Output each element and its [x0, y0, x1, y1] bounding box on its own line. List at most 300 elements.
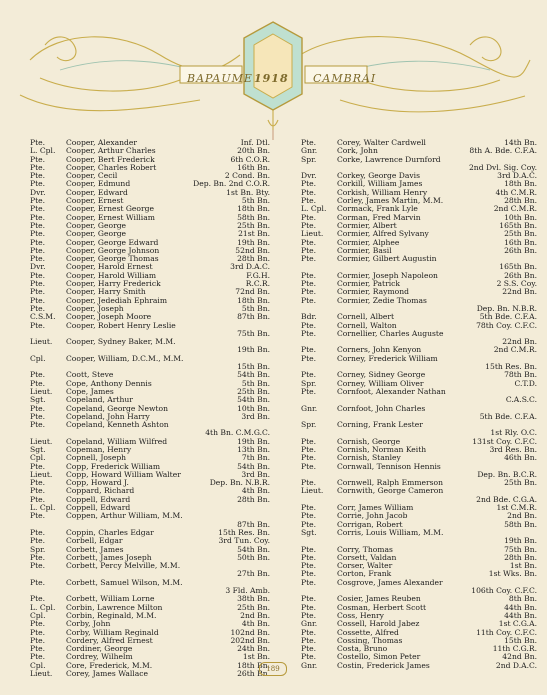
entry-rank: Spr. — [301, 378, 317, 388]
entry-name: Cornwith, George Cameron — [337, 486, 444, 496]
list-item — [30, 338, 270, 346]
entry-name: Copeland, Arthur — [66, 395, 133, 405]
entry-unit: 54th Bn. — [237, 395, 270, 405]
entry-rank: Pte. — [301, 602, 317, 612]
entry-unit: 14th Bn. — [504, 138, 537, 147]
entry-unit: 72nd Bn. — [235, 287, 270, 297]
entry-unit: 4th Bn. C.M.G.C. — [205, 428, 270, 438]
entry-rank: Pte. — [301, 569, 317, 579]
entry-unit: 3rd Res. Bn. — [489, 444, 537, 454]
entry-unit: 2nd D.A.C. — [495, 660, 537, 670]
entry-unit: F.G.H. — [246, 270, 270, 280]
entry-unit: 87th Bn. — [237, 312, 270, 322]
entry-name: Cooper, Harold Ernest — [66, 262, 153, 272]
entry-name: Corkey, George Davis — [337, 171, 420, 181]
entry-unit: 25th Bn. — [237, 220, 270, 230]
entry-name: Cornish, Norman Keith — [337, 444, 427, 454]
entry-rank: Pte. — [30, 486, 46, 496]
entry-name: Cornwell, Ralph Emmerson — [337, 478, 444, 488]
entry-name: Cornellier, Charles Auguste — [337, 328, 444, 338]
list-item — [30, 512, 270, 520]
entry-rank: Spr. — [301, 154, 317, 164]
entry-unit: 18th Bn. — [504, 179, 537, 189]
entry-name: Corry, Thomas — [337, 544, 393, 554]
entry-unit: 54th Bn. — [237, 461, 270, 471]
entry-name: Cornell, Walton — [337, 320, 397, 330]
entry-unit: 1st Wks. Bn. — [488, 569, 537, 579]
banner-year: 1918 — [254, 72, 289, 85]
left-column — [30, 139, 270, 678]
entry-rank: Pte. — [30, 420, 46, 430]
entry-unit: 28th Bn. — [237, 254, 270, 264]
entry-rank: Sgt. — [30, 444, 46, 454]
entry-unit: 3rd Bn. — [241, 469, 270, 479]
entry-unit: R.C.R. — [245, 279, 270, 289]
entry-name: Cosgrove, James Alexander — [337, 577, 443, 587]
entry-unit: 22nd Bn. — [502, 337, 537, 347]
entry-unit: 2nd C.M.R. — [493, 345, 537, 355]
entry-unit: 1st C.M.R. — [496, 503, 537, 513]
entry-unit: 6th C.O.R. — [230, 154, 270, 164]
entry-rank: Pte. — [301, 320, 317, 330]
entry-name: Corrigan, Robert — [337, 519, 403, 529]
entry-rank: Pte. — [30, 577, 46, 587]
entry-rank: Pte. — [301, 212, 317, 222]
entry-name: Corman, Fred Marvin — [337, 212, 421, 222]
entry-unit: 38th Bn. — [237, 594, 270, 604]
entry-rank: Dvr. — [30, 187, 46, 197]
right-column — [301, 139, 537, 670]
entry-rank: Lieut. — [301, 486, 324, 496]
entry-rank: Pte. — [30, 511, 46, 521]
entry-unit: 26th Bn. — [504, 270, 537, 280]
entry-rank: Lieut. — [30, 469, 53, 479]
entry-name: Copeland, George Newton — [66, 403, 168, 413]
entry-unit: 11th Coy. C.F.C. — [476, 627, 537, 637]
entry-name: Corton, Frank — [337, 569, 392, 579]
entry-rank: Spr. — [301, 420, 317, 430]
entry-unit: 16th Bn. — [504, 237, 537, 247]
entry-name: Cooper, George — [66, 220, 127, 230]
entry-rank: Pte. — [30, 370, 46, 380]
entry-rank: L. Cpl. — [301, 204, 327, 214]
entry-rank: Pte. — [30, 303, 46, 313]
entry-name: Corey, Walter Cardwell — [337, 138, 426, 147]
list-item — [30, 670, 270, 678]
entry-rank: Pte. — [30, 652, 46, 662]
entry-rank: Pte. — [30, 237, 46, 247]
entry-unit: 165th Bn. — [499, 262, 537, 272]
entry-rank: Pte. — [30, 279, 46, 289]
entry-unit: 19th Bn. — [237, 436, 270, 446]
entry-name: Corney, Sidney George — [337, 370, 426, 380]
entry-name: Corey, James Wallace — [66, 669, 148, 678]
entry-unit: 2nd Bn. — [240, 610, 270, 620]
entry-unit: Dep. Bn. N.B.R. — [476, 303, 537, 313]
entry-unit: 28th Bn. — [504, 552, 537, 562]
entry-rank: Pte. — [30, 478, 46, 488]
entry-unit: 1st Rly. O.C. — [490, 428, 537, 438]
entry-unit: 78th Coy. C.F.C. — [476, 320, 537, 330]
entry-name: Cooper, George Edward — [66, 237, 159, 247]
entry-name: Cope, James — [66, 386, 114, 396]
entry-unit: 2nd Dvl. Sig. Coy. — [468, 162, 537, 172]
entry-unit: 2nd C.M.R. — [493, 204, 537, 214]
entry-unit: 28th Bn. — [504, 196, 537, 206]
entry-name: Cossing, Thomas — [337, 635, 403, 645]
entry-rank: Pte. — [301, 519, 317, 529]
entry-name: Corkill, William James — [337, 179, 423, 189]
page-mark: 189 — [259, 662, 287, 676]
entry-rank: Pte. — [301, 237, 317, 247]
entry-name: Cooper, William, D.C.M., M.M. — [66, 353, 184, 363]
entry-name: Cornish, George — [337, 436, 401, 446]
entry-unit: 15th Res. Bn. — [485, 362, 537, 372]
entry-name: Corbett, James — [66, 544, 124, 554]
entry-name: Corbett, James Joseph — [66, 552, 152, 562]
entry-name: Cormier, Patrick — [337, 279, 401, 289]
entry-rank: Pte. — [30, 635, 46, 645]
entry-rank: Lieut. — [30, 386, 53, 396]
entry-name: Corbett, Percy Melville, M.M. — [66, 561, 181, 571]
entry-name: Cormier, Albert — [337, 220, 397, 230]
entry-rank: Pte. — [30, 644, 46, 654]
entry-name: Core, Frederick, M.M. — [66, 660, 153, 670]
entry-unit: 54th Bn. — [237, 544, 270, 554]
entry-name: Cooper, Bert Frederick — [66, 154, 155, 164]
entry-name: Corris, Louis William, M.M. — [337, 527, 444, 537]
entry-unit: 11th C.G.R. — [492, 644, 537, 654]
entry-rank: Pte. — [30, 270, 46, 280]
entry-unit: 165th Bn. — [499, 220, 537, 230]
entry-name: Coss, Henry — [337, 610, 384, 620]
entry-name: Cooper, Harold William — [66, 270, 157, 280]
entry-unit: 7th Bn. — [241, 453, 270, 463]
list-item — [30, 562, 270, 570]
entry-name: Cooper, Robert Henry Leslie — [66, 320, 176, 330]
entry-unit: 2 S.S. Coy. — [496, 279, 537, 289]
banner-right-label: CAMBRAI — [313, 72, 377, 85]
entry-rank: Pte. — [301, 544, 317, 554]
entry-unit: Inf. Dtl. — [240, 138, 270, 147]
entry-unit: 5th Bn. — [241, 378, 270, 388]
entry-rank: Pte. — [30, 494, 46, 504]
entry-unit: 106th Coy. C.F.C. — [471, 586, 537, 596]
entry-rank: Lieut. — [30, 669, 53, 678]
entry-name: Corney, Frederick William — [337, 353, 438, 363]
entry-name: Corbin, Reginald, M.M. — [66, 610, 157, 620]
entry-name: Coppell, Edward — [66, 503, 131, 513]
entry-rank: Pte. — [301, 245, 317, 255]
entry-rank: Bdr. — [301, 312, 317, 322]
entry-name: Cornfoot, John Charles — [337, 403, 426, 413]
entry-name: Corby, John — [66, 619, 111, 629]
entry-name: Cormack, Frank Lyle — [337, 204, 418, 214]
entry-rank: Pte. — [301, 370, 317, 380]
entry-unit: 8th Bn. — [508, 594, 537, 604]
entry-name: Corbett, William Lorne — [66, 594, 155, 604]
entry-unit: C.T.D. — [514, 378, 537, 388]
entry-name: Corr, James William — [337, 503, 414, 513]
entry-unit: 54th Bn. — [237, 370, 270, 380]
entry-rank: Pte. — [301, 461, 317, 471]
entry-name: Coppin, Charles Edgar — [66, 527, 154, 537]
entry-unit: 58th Bn. — [237, 212, 270, 222]
entry-unit: 24th Bn. — [237, 644, 270, 654]
entry-unit: 44th Bn. — [504, 602, 537, 612]
entry-rank: Pte. — [30, 320, 46, 330]
entry-name: Cosier, James Reuben — [337, 594, 421, 604]
entry-rank: Gnr. — [301, 146, 318, 156]
entry-rank: Cpl. — [30, 660, 46, 670]
entry-unit: 3rd D.A.C. — [497, 171, 537, 181]
entry-name: Cooper, Ernest George — [66, 204, 154, 214]
entry-unit: 2 Cond. Bn. — [224, 171, 270, 181]
entry-unit: 28th Bn. — [237, 494, 270, 504]
entry-rank: Pte. — [30, 204, 46, 214]
entry-rank: Pte. — [301, 453, 317, 463]
entry-name: Cordrey, Wilhelm — [66, 652, 133, 662]
entry-name: Copeman, Henry — [66, 444, 132, 454]
entry-rank: L. Cpl. — [30, 503, 56, 513]
entry-name: Cooper, Ernest William — [66, 212, 155, 222]
entry-name: Cormier, Alphee — [337, 237, 400, 247]
list-item — [30, 322, 270, 330]
entry-name: Cornell, Albert — [337, 312, 395, 322]
entry-unit: 52nd Bn. — [235, 245, 270, 255]
entry-rank: Pte. — [301, 345, 317, 355]
entry-unit: 25th Bn. — [504, 478, 537, 488]
entry-rank: Gnr. — [301, 403, 318, 413]
entry-name: Cormier, Gilbert Augustin — [337, 254, 437, 264]
entry-rank: Pte. — [30, 378, 46, 388]
entry-name: Cossette, Alfred — [337, 627, 399, 637]
entry-unit: 25th Bn. — [237, 386, 270, 396]
entry-rank: Pte. — [301, 552, 317, 562]
entry-rank: Pte. — [30, 220, 46, 230]
list-item — [301, 529, 537, 537]
entry-rank: Pte. — [30, 154, 46, 164]
entry-name: Coppard, Richard — [66, 486, 135, 496]
entry-unit: 131st Coy. C.F.C. — [472, 436, 537, 446]
entry-rank: Pte. — [30, 619, 46, 629]
entry-name: Corsett, Valdan — [337, 552, 397, 562]
entry-unit: 18th Bn. — [237, 295, 270, 305]
entry-rank: Pte. — [301, 179, 317, 189]
entry-name: Cormier, Raymond — [337, 287, 409, 297]
ornamental-header — [0, 0, 547, 140]
entry-unit: 75th Bn. — [237, 328, 270, 338]
entry-name: Cooper, Arthur Charles — [66, 146, 156, 156]
entry-unit: 3rd Tun. Coy. — [218, 536, 270, 546]
entry-rank: Pte. — [30, 171, 46, 181]
entry-unit: 8th A. Bde. C.F.A. — [469, 146, 537, 156]
entry-name: Cooper, Harry Smith — [66, 287, 146, 297]
entry-rank: Pte. — [30, 162, 46, 172]
entry-name: Cordery, Alfred Ernest — [66, 635, 153, 645]
entry-name: Cooper, Alexander — [66, 138, 138, 147]
entry-rank: Pte. — [30, 594, 46, 604]
entry-rank: Pte. — [30, 552, 46, 562]
entry-unit: 15th Res. Bn. — [218, 527, 270, 537]
entry-unit: 87th Bn. — [237, 519, 270, 529]
entry-unit: 1st Bn. Bty. — [226, 187, 270, 197]
entry-unit: 1st C.G.A. — [498, 619, 537, 629]
entry-unit: 46th Bn. — [504, 453, 537, 463]
entry-unit: 202nd Bn. — [230, 635, 270, 645]
entry-rank: Pte. — [301, 644, 317, 654]
entry-rank: Pte. — [30, 196, 46, 206]
entry-unit: 4th Bn. — [241, 486, 270, 496]
entry-rank: Pte. — [301, 279, 317, 289]
entry-rank: Pte. — [301, 287, 317, 297]
banner-left-label: BAPAUME — [187, 72, 253, 85]
entry-rank: Pte. — [301, 295, 317, 305]
entry-rank: Cpl. — [30, 353, 46, 363]
entry-rank: Pte. — [301, 652, 317, 662]
entry-name: Cooper, Ernest — [66, 196, 124, 206]
entry-name: Cooper, George — [66, 229, 127, 239]
entry-name: Costa, Bruno — [337, 644, 388, 654]
entry-name: Cormier, Alfred Sylvany — [337, 229, 429, 239]
entry-rank: Pte. — [301, 220, 317, 230]
entry-rank: Pte. — [301, 561, 317, 571]
entry-unit: 13th Bn. — [237, 444, 270, 454]
entry-name: Cooper, Cecil — [66, 171, 118, 181]
entry-rank: Pte. — [301, 386, 317, 396]
entry-unit: 5th Bde. C.F.A. — [479, 411, 537, 421]
entry-rank: Pte. — [301, 138, 317, 147]
entry-name: Copp, Howard J. — [66, 478, 129, 488]
entry-rank: Gnr. — [301, 619, 318, 629]
entry-name: Cordiner, George — [66, 644, 133, 654]
entry-name: Corning, Frank Lester — [337, 420, 423, 430]
entry-rank: C.S.M. — [30, 312, 56, 322]
entry-name: Corrie, John Jacob — [337, 511, 408, 521]
entry-rank: Pte. — [301, 328, 317, 338]
entry-name: Copeland, Kenneth Ashton — [66, 420, 169, 430]
entry-rank: Pte. — [301, 254, 317, 264]
entry-rank: Pte. — [301, 503, 317, 513]
entry-name: Cork, John — [337, 146, 378, 156]
entry-unit: 22nd Bn. — [502, 287, 537, 297]
entry-unit: 25th Bn. — [504, 229, 537, 239]
entry-unit: 3 Fld. Amb. — [225, 586, 270, 596]
entry-rank: Lieut. — [30, 337, 53, 347]
entry-name: Cooper, Jedediah Ephraim — [66, 295, 168, 305]
entry-rank: Lieut. — [30, 436, 53, 446]
entry-rank: Pte. — [30, 138, 46, 147]
entry-name: Cooper, Edward — [66, 187, 128, 197]
entry-name: Corbett, Samuel Wilson, M.M. — [66, 577, 183, 587]
entry-unit: 27th Bn. — [237, 569, 270, 579]
entry-name: Cormier, Basil — [337, 245, 392, 255]
entry-unit: 102nd Bn. — [230, 627, 270, 637]
entry-name: Cosman, Herbert Scott — [337, 602, 427, 612]
entry-name: Copp, Howard William Walter — [66, 469, 181, 479]
entry-unit: 5th Bn. — [241, 303, 270, 313]
entry-rank: Pte. — [30, 561, 46, 571]
entry-rank: Pte. — [30, 411, 46, 421]
entry-unit: 58th Bn. — [504, 519, 537, 529]
entry-rank: Pte. — [30, 179, 46, 189]
entry-unit: 26th Bn. — [504, 245, 537, 255]
entry-rank: Pte. — [30, 403, 46, 413]
entry-name: Copp, Frederick William — [66, 461, 161, 471]
entry-rank: Lieut. — [301, 229, 324, 239]
entry-rank: Dvr. — [301, 171, 317, 181]
entry-unit: 2nd Bde. C.G.A. — [476, 494, 537, 504]
entry-unit: 42nd Bn. — [502, 652, 537, 662]
entry-unit: 10th Bn. — [504, 212, 537, 222]
entry-name: Copnell, Joseph — [66, 453, 127, 463]
entry-unit: 18th Bn. — [237, 660, 270, 670]
entry-unit: 5th Bde. C.F.A. — [479, 312, 537, 322]
entry-rank: Pte. — [301, 635, 317, 645]
entry-name: Cooper, Joseph — [66, 303, 124, 313]
entry-rank: Pte. — [301, 478, 317, 488]
entry-rank: L. Cpl. — [30, 602, 56, 612]
entry-name: Cormier, Zedie Thomas — [337, 295, 427, 305]
entry-rank: Cpl. — [30, 610, 46, 620]
entry-name: Coppen, Arthur William, M.M. — [66, 511, 183, 521]
entry-unit: 25th Bn. — [237, 602, 270, 612]
entry-unit: 21st Bn. — [238, 229, 270, 239]
entry-rank: Pte. — [30, 287, 46, 297]
entry-rank: Gnr. — [301, 660, 318, 670]
entry-unit: 44th Bn. — [504, 610, 537, 620]
entry-name: Cornwall, Tennison Hennis — [337, 461, 441, 471]
entry-name: Corkish, William Henry — [337, 187, 428, 197]
entry-name: Coppell, Edward — [66, 494, 131, 504]
entry-rank: Pte. — [30, 527, 46, 537]
entry-unit: 4th C.M.R. — [495, 187, 537, 197]
entry-unit: 1st Bn. — [509, 561, 537, 571]
entry-name: Cooper, Harry Frederick — [66, 279, 161, 289]
entry-rank: Pte. — [301, 270, 317, 280]
entry-rank: Pte. — [30, 229, 46, 239]
entry-name: Cope, Anthony Dennis — [66, 378, 152, 388]
entry-unit: Dep. Bn. N.B.R. — [209, 478, 270, 488]
entry-unit: 78th Bn. — [504, 370, 537, 380]
entry-name: Cooper, Joseph Moore — [66, 312, 152, 322]
entry-name: Corney, William Oliver — [337, 378, 424, 388]
entry-rank: Pte. — [30, 245, 46, 255]
entry-name: Cooper, Charles Robert — [66, 162, 157, 172]
entry-rank: Pte. — [301, 436, 317, 446]
entry-rank: Pte. — [30, 627, 46, 637]
entry-name: Corbin, Lawrence Milton — [66, 602, 163, 612]
entry-rank: Pte. — [301, 353, 317, 363]
entry-name: Cooper, Sydney Baker, M.M. — [66, 337, 176, 347]
entry-name: Coott, Steve — [66, 370, 114, 380]
entry-name: Copeland, John Harry — [66, 411, 150, 421]
entry-unit: 3rd D.A.C. — [230, 262, 270, 272]
entry-rank: Sgt. — [301, 527, 317, 537]
entry-rank: Pte. — [301, 444, 317, 454]
entry-rank: Pte. — [30, 212, 46, 222]
entry-unit: 10th Bn. — [237, 403, 270, 413]
entry-unit: Dep. Bn. B.C.R. — [477, 469, 537, 479]
entry-name: Cossell, Harold Jabez — [337, 619, 420, 629]
entry-unit: 3rd Bn. — [241, 411, 270, 421]
entry-name: Corke, Lawrence Durnford — [337, 154, 441, 164]
entry-name: Corbell, Edgar — [66, 536, 123, 546]
entry-rank: Pte. — [30, 254, 46, 264]
entry-name: Cooper, George Johnson — [66, 245, 160, 255]
entry-rank: Pte. — [301, 594, 317, 604]
entry-rank: Pte. — [301, 196, 317, 206]
